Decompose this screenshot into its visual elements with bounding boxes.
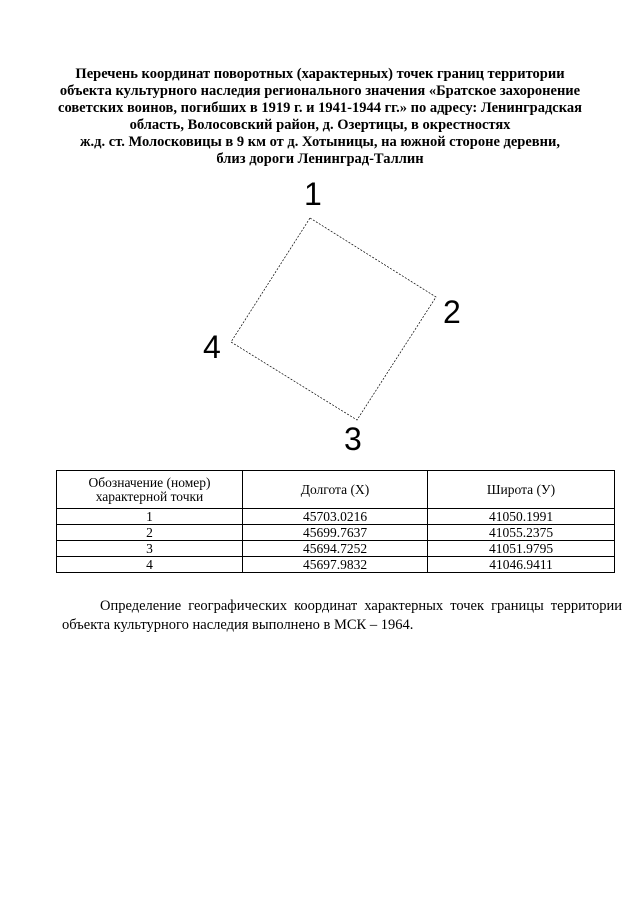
title-line: ж.д. ст. Молосковицы в 9 км от д. Хотыницы, на южной стороне деревни, — [80, 134, 560, 150]
table-row — [57, 509, 615, 525]
point-label-4: 4 — [203, 329, 221, 365]
cell-longitude: 45699.7637 — [243, 525, 428, 541]
title-line: Перечень координат поворотных (характерных) точек границ территории — [75, 66, 565, 82]
cell-point-number: 3 — [57, 541, 243, 557]
title-line: близ дороги Ленинград-Таллин — [216, 151, 424, 167]
table-row — [57, 525, 615, 541]
cell-point-number: 1 — [57, 509, 243, 525]
title-line: область, Волосовский район, д. Озертицы, в окрестностях — [129, 117, 511, 133]
title-line: советских воинов, погибших в 1919 г. и 1941-1944 гг.» по адресу: Ленинградская — [58, 100, 582, 116]
cell-latitude: 41050.1991 — [428, 509, 615, 525]
cell-longitude: 45697.9832 — [243, 557, 428, 573]
cell-point-number: 2 — [57, 525, 243, 541]
table-row — [57, 541, 615, 557]
note-text: Определение географических координат характерных точек границы территории объекта культурного наследия выполнено в МСК – 1964. — [62, 598, 622, 633]
cell-longitude: 45703.0216 — [243, 509, 428, 525]
title-line: объекта культурного наследия регионального значения «Братское захоронение — [59, 83, 581, 99]
header-point-number: Обозначение (номер) характерной точки — [57, 471, 243, 509]
cell-latitude: 41055.2375 — [428, 525, 615, 541]
table-row — [57, 557, 615, 573]
coordinate-system-note — [62, 597, 622, 635]
cell-point-number: 4 — [57, 557, 243, 573]
cell-longitude: 45694.7252 — [243, 541, 428, 557]
boundary-polygon — [231, 218, 436, 420]
cell-latitude: 41046.9411 — [428, 557, 615, 573]
point-label-2: 2 — [443, 294, 461, 330]
cell-latitude: 41051.9795 — [428, 541, 615, 557]
point-label-3: 3 — [344, 421, 362, 457]
coordinates-table — [56, 470, 615, 573]
table-header-row — [57, 471, 615, 509]
point-label-1: 1 — [304, 176, 322, 212]
header-longitude: Долгота (X) — [243, 471, 428, 509]
header-latitude: Широта (У) — [428, 471, 615, 509]
